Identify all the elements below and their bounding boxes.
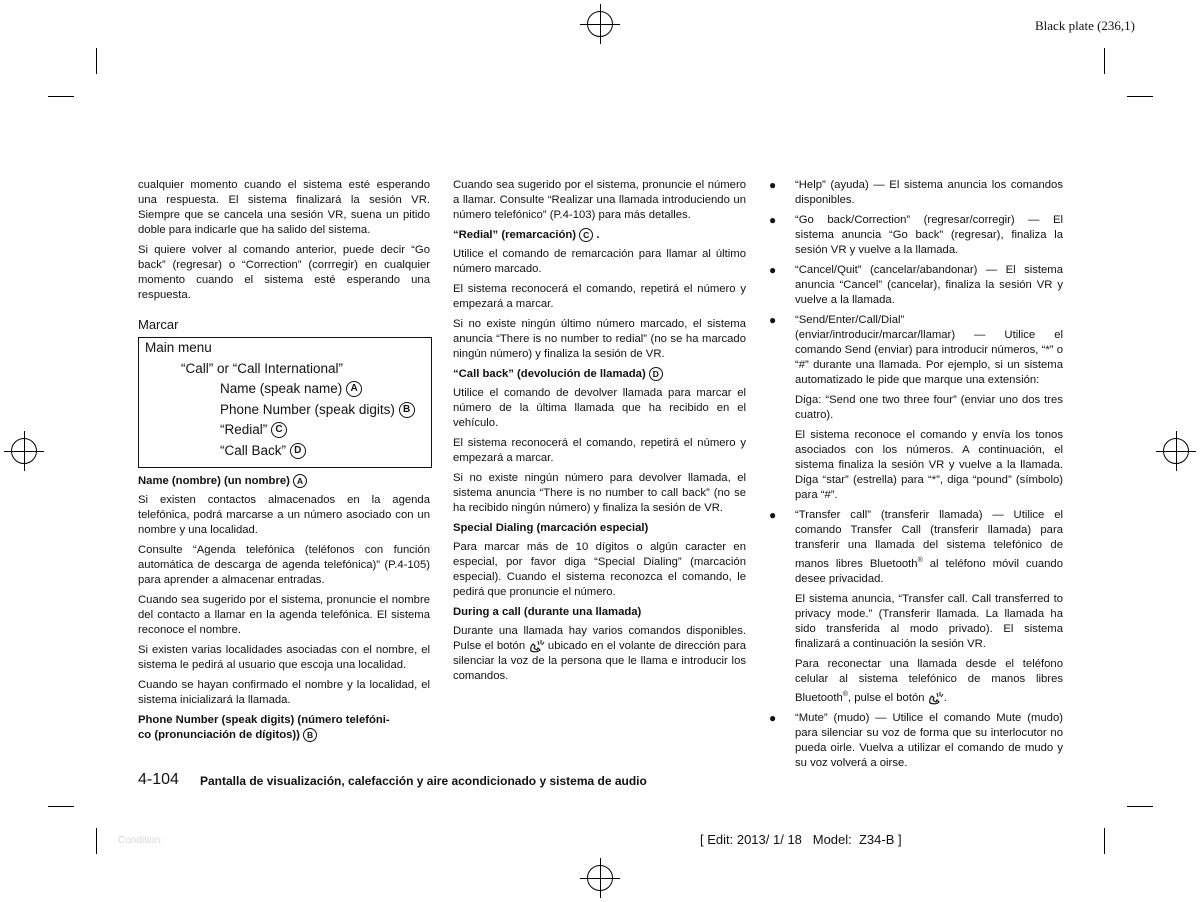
text: , pulse el botón	[847, 691, 925, 704]
bullet-icon: ●	[769, 710, 777, 725]
heading-text: Name (nombre) (un nombre)	[138, 475, 290, 487]
column-1	[138, 178, 430, 332]
paragraph: El sistema reconocerá el comando, repetirá el número y empezará a marcar.	[453, 437, 746, 464]
paragraph: “Cancel/Quit” (cancelar/abandonar) — El sistema anuncia “Cancel” (cancelar), finaliza la sesión VR y vuelve a la llamada.	[795, 264, 1063, 306]
edit-model-label: [ Edit: 2013/ 1/ 18 Model: Z34-B ]	[700, 832, 902, 847]
bullet-icon: ●	[769, 178, 777, 192]
heading-call-back	[453, 367, 746, 382]
page-number: 4-104	[138, 771, 179, 788]
menu-line: Main menu	[145, 340, 212, 355]
paragraph: Utilice el comando de devolver llamada para marcar el número de la última llamada que ha recibido en el vehículo.	[453, 387, 746, 429]
paragraph: “Help” (ayuda) — El sistema anuncia los comandos disponibles.	[795, 179, 1063, 206]
column-1-lower	[138, 474, 430, 743]
bullet-icon: ●	[769, 213, 777, 227]
registration-mark-bottom	[580, 858, 620, 898]
list-item	[769, 263, 1063, 308]
paragraph: El sistema anuncia, “Transfer call. Call transferred to privacy mode.” (Transferir llamada. La llamada ha sido transferida al modo privado). El sistema finalizará a continuación la sesión VR.	[795, 592, 1063, 650]
marker-b: B	[303, 728, 317, 742]
menu-line	[139, 420, 431, 441]
paragraph: “Mute” (mudo) — Utilice el comando Mute (mudo) para silenciar su voz de forma que su interlocutor no pueda oirle. Vuelva a utilizar el comando de mudo y su voz volverá a oirse.	[795, 711, 1063, 769]
marker-a: A	[293, 474, 307, 488]
paragraph: Si no existe ningún número para devolver llamada, el sistema anuncia “There is no number to call back” (no se ha recibido ningún número) y finaliza la sesión de VR.	[453, 472, 746, 514]
paragraph: “Send/Enter/Call/Dial” (enviar/introducir/marcar/llamar) — Utilice el comando Send (enviar) para introducir números, “*” o “#” durante una llamada. Por ejemplo, si un sistema automatizado le pide que marque una extensión:	[795, 314, 1063, 386]
marker-b: B	[399, 402, 415, 418]
paragraph: Si quiere volver al comando anterior, puede decir “Go back” (regresar) o “Correction” (corrregir) en cualquier momento cuando el sistema esté esperando una respuesta.	[138, 244, 430, 301]
list-item	[769, 710, 1063, 771]
crop-mark	[96, 48, 97, 74]
paragraph: Consulte “Agenda telefónica (teléfonos con función automática de descarga de agenda telefónica)” (P.4-105) para aprender a almacenar entradas.	[138, 544, 430, 586]
marker-c: C	[579, 228, 593, 242]
registered-mark: ®	[842, 690, 848, 698]
heading-text: “Call back” (devolución de llamada)	[453, 368, 646, 380]
list-item	[769, 178, 1063, 208]
phone-talk-icon	[529, 639, 545, 653]
paragraph: El sistema reconocerá el comando, repetirá el número y empezará a marcar.	[453, 283, 746, 310]
heading-text: “Redial” (remarcación)	[453, 229, 577, 241]
paragraph: cualquier momento cuando el sistema esté esperando una respuesta. El sistema finalizará la sesión VR. Siempre que se cancela una sesión VR, suena un pitido doble para indicarle que ha salido del sistema.	[138, 179, 430, 236]
menu-line: “Call” or “Call International”	[181, 360, 344, 376]
heading-during-call: During a call (durante una llamada)	[453, 606, 642, 618]
heading-phone-number	[138, 713, 430, 743]
crop-mark	[48, 96, 74, 97]
text: “Transfer call” (transferir llamada) — Utilice el comando Transfer Call (transferir llamada) para transferir una llamada del sistema telefónico de manos libres Bluetooth	[795, 509, 1063, 570]
paragraph: Si existen contactos almacenados en la agenda telefónica, podrá marcarse a un número asociado con un nombre y una localidad.	[138, 494, 430, 536]
column-2	[453, 178, 746, 689]
marker-a: A	[346, 381, 362, 397]
menu-line-text: “Call Back”	[220, 442, 287, 458]
registration-mark-left	[4, 431, 44, 471]
section-heading-marcar: Marcar	[138, 317, 179, 332]
chapter-title: Pantalla de visualización, calefacción y aire acondicionado y sistema de audio	[200, 774, 647, 788]
paragraph: Cuando se hayan confirmado el nombre y la localidad, el sistema inicializará la llamada.	[138, 679, 430, 706]
paragraph: Si no existe ningún último número marcado, el sistema anuncia “There is no number to redial” (no se ha marcado ningún número) y finaliza la sesión de VR.	[453, 318, 746, 360]
column-3	[769, 178, 1063, 776]
paragraph: Cuando sea sugerido por el sistema, pronuncie el nombre del contacto a llamar en la agenda telefónica. El sistema reconoce el nombre.	[138, 594, 430, 636]
text: ubicado en el volante de dirección para silenciar la voz de la persona que le llama e introducir los comandos.	[453, 640, 747, 682]
registration-mark-right	[1156, 431, 1196, 471]
heading-redial: “Redial” (remarcación) C .	[453, 229, 600, 241]
list-item	[769, 508, 1063, 706]
marker-c: C	[271, 422, 287, 438]
registered-mark: ®	[917, 557, 923, 564]
heading-text: Phone Number (speak digits) (número telefóni-	[138, 714, 390, 726]
crop-mark	[1127, 806, 1153, 807]
menu-diagram	[138, 337, 432, 468]
paragraph: Utilice el comando de remarcación para llamar al último número marcado.	[453, 248, 746, 275]
crop-mark	[1104, 828, 1105, 854]
heading-name	[138, 474, 430, 489]
bullet-icon: ●	[769, 263, 777, 277]
paragraph: Cuando sea sugerido por el sistema, pronuncie el número a llamar. Consulte “Realizar una llamada introduciendo un número telefónico” (P.4-103) para más detalles.	[453, 179, 746, 221]
list-item	[769, 213, 1063, 258]
paragraph: Si existen varias localidades asociadas con el nombre, el sistema le pedirá al usuario que escoja una localidad.	[138, 644, 430, 671]
crop-mark	[96, 828, 97, 854]
marker-d: D	[649, 367, 663, 381]
crop-mark	[1127, 96, 1153, 97]
menu-line-text: Phone Number (speak digits)	[220, 401, 395, 417]
registration-mark-top	[580, 4, 620, 44]
menu-line	[139, 379, 431, 400]
text: al teléfono móvil cuando desee privacidad.	[795, 557, 1063, 585]
crop-mark	[1104, 48, 1105, 74]
bullet-icon: ●	[769, 508, 777, 522]
heading-text: co (pronunciación de dígitos))	[138, 729, 300, 741]
plate-label: Black plate (236,1)	[1035, 18, 1135, 33]
menu-line-text: “Redial”	[220, 422, 268, 437]
paragraph: Diga: “Send one two three four” (enviar uno dos tres cuatro).	[795, 394, 1063, 421]
paragraph: “Go back/Correction” (regresar/corregir) — El sistema anuncia “Go back” (regresar), finaliza la sesión VR y vuelve a la llamada.	[795, 214, 1063, 256]
paragraph	[453, 624, 746, 684]
paragraph	[795, 508, 1063, 587]
bullet-icon: ●	[769, 313, 777, 327]
paragraph: Para marcar más de 10 dígitos o algún caracter en especial, por favor diga “Special Dialing” (marcación especial). Cuando el sistema reconozca el comando, le pedirá que pronuncie el número.	[453, 541, 746, 598]
condition-label: Condition:	[118, 835, 164, 846]
list-item	[769, 313, 1063, 503]
paragraph: Para reconectar una llamada desde el teléfono celular al sistema telefónico de manos libres Bluetooth®, pulse el botón .	[795, 657, 1063, 704]
text: Durante una llamada hay varios comandos disponibles. Pulse el botón	[453, 625, 746, 652]
menu-line-text: Name (speak name)	[220, 381, 343, 396]
menu-line	[139, 441, 431, 462]
text: Para reconectar una llamada desde el teléfono celular al sistema telefónico de manos libres Bluetooth	[795, 657, 1063, 704]
phone-talk-icon	[928, 691, 944, 705]
paragraph: El sistema reconoce el comando y envía los tonos asociados con los números. A continuación, el sistema finaliza la sesión VR y vuelve a la llamada. Diga “star” (estrella) para “*”, diga “pound” (símbolo) para “#”.	[795, 429, 1063, 501]
marker-d: D	[290, 443, 306, 459]
menu-line	[139, 400, 431, 421]
crop-mark	[48, 806, 74, 807]
heading-special-dialing: Special Dialing (marcación especial)	[453, 522, 649, 534]
